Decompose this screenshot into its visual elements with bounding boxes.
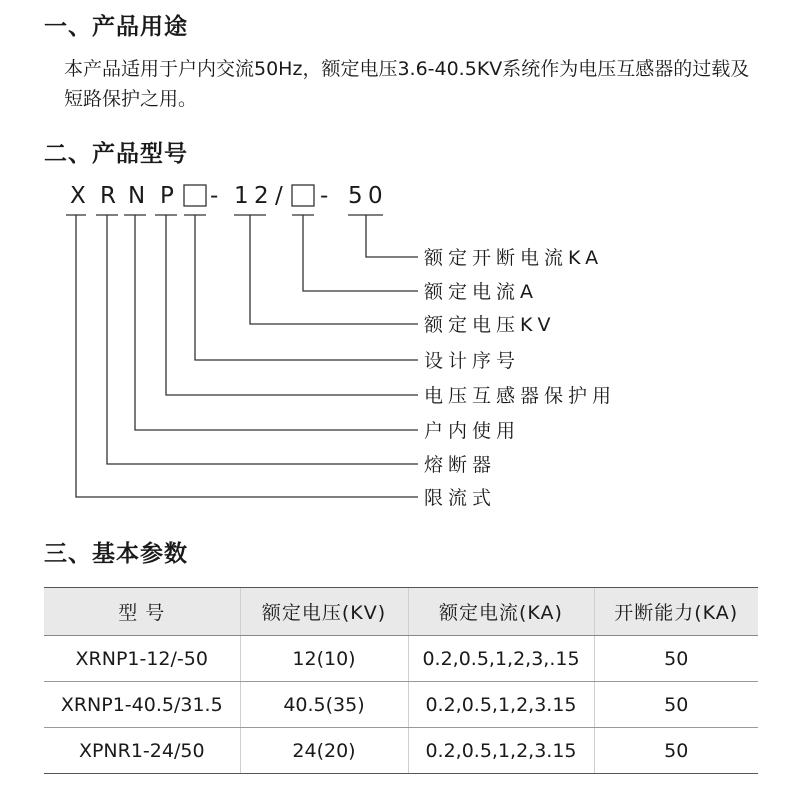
leader-design-number xyxy=(195,215,418,360)
label-design-number: 设计序号 xyxy=(424,350,521,372)
leader-indoor-use xyxy=(135,215,418,430)
code-char-slash: / xyxy=(275,183,283,209)
header-breaking-capacity: 开断能力(KA) xyxy=(594,588,758,636)
code-char-p: P xyxy=(160,183,174,209)
code-char-5: 5 xyxy=(348,183,363,209)
label-rated-current: 额定电流A xyxy=(424,281,538,303)
label-current-limiting: 限流式 xyxy=(424,487,497,509)
label-breaking-current: 额定开断电流KA xyxy=(424,247,604,269)
cell-model: XRNP1-40.5/31.5 xyxy=(44,682,240,728)
leader-breaking-current xyxy=(366,215,418,257)
header-rated-current: 额定电流(KA) xyxy=(408,588,594,636)
code-char-r: R xyxy=(100,183,116,209)
section-2-title: 二、产品型号 xyxy=(44,141,188,167)
leader-pt-protection xyxy=(166,215,418,395)
code-char-dash-1: - xyxy=(210,183,219,209)
rated-current-box xyxy=(292,185,314,206)
code-char-2: 2 xyxy=(254,183,269,209)
cell-breaking-capacity: 50 xyxy=(594,636,758,682)
label-rated-voltage: 额定电压KV xyxy=(424,314,556,336)
cell-rated-current: 0.2,0.5,1,2,3,.15 xyxy=(408,636,594,682)
table-row xyxy=(44,728,758,774)
code-char-0: 0 xyxy=(368,183,383,209)
cell-breaking-capacity: 50 xyxy=(594,728,758,774)
leader-rated-current xyxy=(303,215,418,291)
label-pt-protection: 电压互感器保护用 xyxy=(424,385,617,407)
leader-rated-voltage xyxy=(250,215,418,324)
leader-fuse xyxy=(107,215,418,464)
code-char-n: N xyxy=(128,183,146,209)
code-char-dash-2: - xyxy=(320,183,329,209)
cell-breaking-capacity: 50 xyxy=(594,682,758,728)
cell-model: XRNP1-12/-50 xyxy=(44,636,240,682)
code-char-1: 1 xyxy=(234,183,249,209)
cell-rated-voltage: 24(20) xyxy=(240,728,408,774)
design-number-box xyxy=(184,185,206,206)
code-char-x: X xyxy=(70,183,86,209)
table-row xyxy=(44,636,758,682)
section-3-title: 三、基本参数 xyxy=(44,541,188,567)
header-rated-voltage: 额定电压(KV) xyxy=(240,588,408,636)
section-1-title: 一、产品用途 xyxy=(44,14,188,40)
product-usage-text: 本产品适用于户内交流50Hz，额定电压3.6-40.5KV系统作为电压互感器的过载及短路保护之用。 xyxy=(64,58,750,110)
parameters-table xyxy=(44,587,758,774)
header-model: 型 号 xyxy=(44,588,240,636)
cell-rated-voltage: 40.5(35) xyxy=(240,682,408,728)
label-indoor-use: 户内使用 xyxy=(424,420,521,442)
cell-rated-current: 0.2,0.5,1,2,3.15 xyxy=(408,682,594,728)
cell-rated-voltage: 12(10) xyxy=(240,636,408,682)
cell-rated-current: 0.2,0.5,1,2,3.15 xyxy=(408,728,594,774)
label-fuse: 熔断器 xyxy=(424,454,497,476)
table-row xyxy=(44,682,758,728)
cell-model: XPNR1-24/50 xyxy=(44,728,240,774)
table-header-row xyxy=(44,588,758,636)
